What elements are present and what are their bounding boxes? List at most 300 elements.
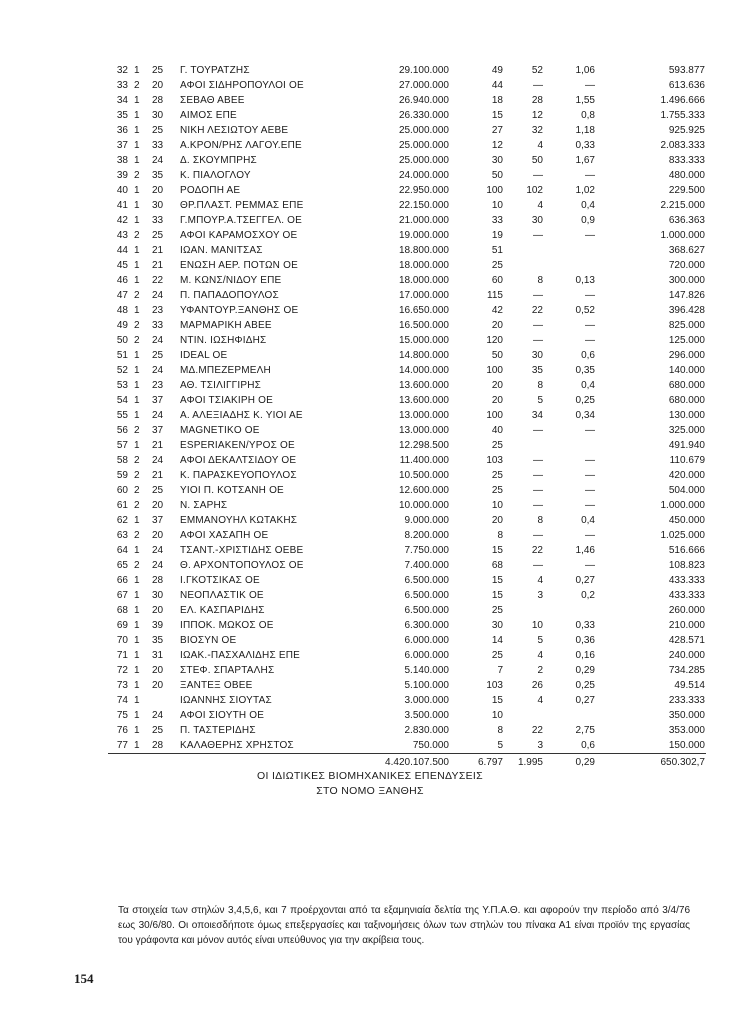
cell-ratio: 0,33 [575,140,595,151]
table-row [108,603,706,618]
cell-ratio: 0,2 [581,590,595,601]
table-row [108,408,706,423]
cell-investment: 11.400.000 [399,455,449,466]
cell-code: 25 [152,230,164,241]
cell-type: 1 [134,365,140,376]
table-row [108,438,706,453]
cell-investment: 16.500.000 [398,320,449,331]
cell-row-number: 41 [116,200,128,211]
cell-employees: 100 [486,365,503,376]
cell-figure: 2 [537,665,543,676]
cell-per-employee: 504.000 [668,485,705,496]
cell-type: 1 [134,380,140,391]
cell-company-name: ΡΟΔΟΠΗ ΑΕ [180,185,241,196]
cell-ratio: 0,6 [581,740,595,751]
cell-employees: 30 [491,620,503,631]
table-row [108,663,706,678]
cell-investment: 29.100.000 [398,65,449,76]
cell-ratio: 1,02 [575,185,595,196]
cell-row-number: 67 [116,590,128,601]
cell-row-number: 57 [116,440,128,451]
cell-row-number: 75 [116,710,128,721]
cell-type: 1 [134,140,140,151]
cell-type: 1 [134,260,140,271]
cell-row-number: 77 [116,740,128,751]
cell-company-name: ΜΔ.ΜΠΕΖΕΡΜΕΛΗ [180,365,271,376]
table-row [108,168,706,183]
cell-company-name: Ν. ΣΑΡΗΣ [180,500,228,511]
cell-row-number: 59 [116,470,128,481]
cell-company-name: Ι.ΓΚΟΤΣΙΚΑΣ ΟΕ [180,575,260,586]
cell-company-name: ΣΤΕΦ. ΣΠΑΡΤΑΛΗΣ [180,665,275,676]
cell-investment: 25.000.000 [398,125,449,136]
cell-employees: 50 [491,170,503,181]
cell-code: 24 [152,365,164,376]
table-row [108,678,706,693]
cell-employees: 33 [491,215,503,226]
table-row [108,528,706,543]
cell-per-employee: 210.000 [668,620,705,631]
cell-type: 1 [134,65,140,76]
cell-figure: 4 [537,575,543,586]
cell-company-name: ΑΘ. ΤΣΙΛΙΓΓΙΡΗΣ [180,380,262,391]
cell-ratio: 0,4 [581,200,595,211]
cell-company-name: IDEAL ΟΕ [180,350,228,361]
cell-company-name: ΑΦΟΙ ΤΣΙΑΚΙΡΗ ΟΕ [180,395,274,406]
cell-per-employee: 480.000 [668,170,705,181]
cell-code: 20 [152,530,164,541]
cell-code: 20 [152,185,164,196]
caption-line-1: ΟΙ ΙΔΙΩΤΙΚΕΣ ΒΙΟΜΗΧΑΝΙΚΕΣ ΕΠΕΝΔΥΣΕΙΣ [257,770,483,782]
cell-company-name: ΣΕΒΑΘ ΑΒΕΕ [180,95,245,106]
cell-investment: 9.000.000 [404,515,449,526]
cell-company-name: ΜΑΡΜΑΡΙΚΗ ΑΒΕΕ [180,320,272,331]
cell-investment: 6.000.000 [404,635,449,646]
table-row [108,498,706,513]
cell-company-name: ΙΩΑΝΝΗΣ ΣΙΟΥΤΑΣ [180,695,272,706]
cell-row-number: 60 [116,485,128,496]
cell-type: 1 [134,695,140,706]
cell-employees: 20 [491,380,503,391]
cell-employees: 8 [497,725,503,736]
cell-code: 20 [152,680,164,691]
cell-investment: 7.400.000 [404,560,449,571]
cell-type: 1 [134,305,140,316]
page-number: 154 [74,971,94,986]
cell-row-number: 58 [116,455,128,466]
cell-per-employee: 433.333 [668,590,705,601]
cell-code: 28 [152,740,164,751]
cell-code: 21 [152,260,164,271]
table-row [108,483,706,498]
cell-code: 39 [152,620,164,631]
table-row [108,228,706,243]
cell-ratio: 0,25 [575,680,595,691]
cell-employees: 20 [491,515,503,526]
cell-type: 2 [134,470,140,481]
cell-code: 24 [152,290,164,301]
cell-company-name: ΝΕΟΠΛΑΣΤΙΚ ΟΕ [180,590,264,601]
cell-type: 1 [134,125,140,136]
cell-investment: 5.140.000 [404,665,449,676]
table-row [108,648,706,663]
cell-company-name: ΒΙΟΣΥΝ ΟΕ [180,635,237,646]
cell-code: 23 [152,380,164,391]
cell-code: 24 [152,455,164,466]
cell-company-name: ΙΩΑΝ. ΜΑΝΙΤΣΑΣ [180,245,263,256]
cell-investment: 3.000.000 [404,695,449,706]
cell-type: 1 [134,620,140,631]
cell-code: 25 [152,65,164,76]
table-row [108,558,706,573]
cell-per-employee: 260.000 [668,605,705,616]
cell-per-employee: 420.000 [668,470,705,481]
total-per-employee: 650.302,7 [595,754,706,772]
cell-company-name: ΑΦΟΙ ΣΙΔΗΡΟΠΟΥΛΟΙ ΟΕ [180,80,304,91]
cell-code: 33 [152,140,164,151]
cell-company-name: ΝΤΙΝ. ΙΩΣΗΦΙΔΗΣ [180,335,267,346]
cell-company-name: ΑΦΟΙ ΚΑΡΑΜΟΣΧΟΥ ΟΕ [180,230,298,241]
cell-company-name: ΙΠΠΟΚ. ΜΩΚΟΣ ΟΕ [180,620,274,631]
cell-employees: 100 [486,185,503,196]
cell-figure: — [533,425,543,436]
cell-company-name: Θ. ΑΡΧΟΝΤΟΠΟΥΛΟΣ ΟΕ [180,560,304,571]
table-row [108,738,706,754]
cell-figure: 30 [531,350,543,361]
cell-row-number: 71 [116,650,128,661]
cell-investment: 6.500.000 [404,605,449,616]
cell-per-employee: 240.000 [668,650,705,661]
cell-employees: 100 [486,410,503,421]
cell-figure: 34 [531,410,543,421]
cell-per-employee: 396.428 [668,305,705,316]
cell-employees: 49 [491,65,503,76]
cell-row-number: 64 [116,545,128,556]
cell-type: 2 [134,425,140,436]
cell-figure: 4 [537,650,543,661]
cell-employees: 25 [491,440,503,451]
cell-per-employee: 428.571 [668,635,705,646]
cell-row-number: 51 [116,350,128,361]
cell-type: 1 [134,95,140,106]
table-row [108,288,706,303]
cell-code: 20 [152,605,164,616]
cell-company-name: ΑΙΜΟΣ ΕΠΕ [180,110,237,121]
cell-employees: 10 [491,200,503,211]
table-row [108,123,706,138]
table-row [108,693,706,708]
cell-employees: 20 [491,395,503,406]
cell-figure: — [533,560,543,571]
cell-per-employee: 833.333 [668,155,705,166]
cell-investment: 10.000.000 [398,500,449,511]
cell-per-employee: 1.025.000 [660,530,705,541]
cell-type: 2 [134,500,140,511]
cell-investment: 22.950.000 [398,185,449,196]
cell-employees: 12 [491,140,503,151]
cell-employees: 25 [491,605,503,616]
investment-table-container [108,63,706,771]
cell-investment: 2.830.000 [404,725,449,736]
cell-company-name: ΝΙΚΗ ΛΕΣΙΩΤΟΥ ΑΕΒΕ [180,125,289,136]
cell-figure: 22 [531,545,543,556]
table-row [108,78,706,93]
cell-figure: 4 [537,200,543,211]
cell-figure: 4 [537,140,543,151]
table-row [108,243,706,258]
cell-ratio [543,603,595,618]
table-row [108,138,706,153]
cell-figure: 4 [537,695,543,706]
cell-row-number: 66 [116,575,128,586]
cell-type: 1 [134,275,140,286]
table-row [108,363,706,378]
cell-row-number: 68 [116,605,128,616]
cell-per-employee: 125.000 [668,335,705,346]
cell-per-employee: 491.940 [668,440,705,451]
cell-per-employee: 825.000 [668,320,705,331]
cell-investment: 25.000.000 [398,155,449,166]
cell-company-name: Α. ΑΛΕΞΙΑΔΗΣ Κ. ΥΙΟΙ ΑΕ [180,410,303,421]
cell-figure: 8 [537,275,543,286]
cell-investment: 750.000 [412,740,449,751]
cell-company-name: ΘΡ.ΠΛΑΣΤ. ΡΕΜΜΑΣ ΕΠΕ [180,200,304,211]
table-row [108,543,706,558]
cell-company-name: Κ. ΠΑΡΑΣΚΕΥΟΠΟΥΛΟΣ [180,470,297,481]
cell-row-number: 32 [116,65,128,76]
cell-per-employee: 1.000.000 [660,500,705,511]
table-row [108,708,706,723]
cell-figure: — [533,470,543,481]
cell-row-number: 49 [116,320,128,331]
cell-type: 2 [134,560,140,571]
table-row [108,153,706,168]
cell-employees: 120 [486,335,503,346]
cell-company-name: ΞΑΝΤΕΞ ΟΒΕΕ [180,680,253,691]
cell-code: 31 [152,650,164,661]
cell-company-name: MAGNETIKO ΟΕ [180,425,260,436]
cell-per-employee: 140.000 [668,365,705,376]
cell-per-employee: 108.823 [668,560,705,571]
cell-investment: 13.000.000 [398,425,449,436]
cell-type: 1 [134,200,140,211]
cell-figure [503,708,543,723]
cell-company-name: Μ. ΚΩΝΣ/ΝΙΔΟΥ ΕΠΕ [180,275,282,286]
cell-type: 1 [134,710,140,721]
table-row [108,453,706,468]
table-row [108,348,706,363]
investment-table [108,63,706,771]
table-row [108,588,706,603]
table-row [108,423,706,438]
cell-ratio: 1,46 [575,545,595,556]
cell-ratio: 0,35 [575,365,595,376]
table-row [108,303,706,318]
cell-per-employee: 110.679 [669,455,705,466]
cell-employees: 18 [491,95,503,106]
cell-type: 1 [134,440,140,451]
cell-ratio: 0,25 [575,395,595,406]
cell-row-number: 45 [116,260,128,271]
cell-ratio [543,708,595,723]
cell-investment: 13.600.000 [398,380,449,391]
cell-per-employee: 233.333 [668,695,705,706]
cell-investment: 26.940.000 [398,95,449,106]
cell-row-number: 76 [116,725,128,736]
cell-row-number: 65 [116,560,128,571]
cell-code: 24 [152,410,164,421]
cell-figure: 52 [531,65,543,76]
cell-code: 37 [152,515,164,526]
cell-code: 30 [152,590,164,601]
cell-per-employee: 593.877 [668,65,705,76]
cell-type: 2 [134,290,140,301]
cell-code: 35 [152,170,164,181]
cell-row-number: 56 [116,425,128,436]
cell-employees: 30 [491,155,503,166]
cell-per-employee: 680.000 [668,395,705,406]
cell-company-name: ΥΙΟΙ Π. ΚΟΤΣΑΝΗ ΟΕ [180,485,284,496]
table-row [108,618,706,633]
cell-figure: — [533,230,543,241]
cell-investment: 7.750.000 [404,545,449,556]
cell-ratio: 0,8 [581,110,595,121]
cell-investment: 12.298.500 [398,440,449,451]
cell-investment: 17.000.000 [398,290,449,301]
cell-row-number: 72 [116,665,128,676]
cell-figure: 8 [537,515,543,526]
cell-per-employee: 350.000 [668,710,705,721]
table-row [108,93,706,108]
cell-per-employee: 300.000 [668,275,705,286]
cell-code: 25 [152,350,164,361]
table-body [108,63,706,771]
cell-code: 28 [152,95,164,106]
cell-ratio: 0,27 [575,695,595,706]
cell-per-employee: 433.333 [668,575,705,586]
cell-employees: 115 [487,290,503,301]
cell-investment: 5.100.000 [404,680,449,691]
cell-employees: 25 [491,470,503,481]
cell-figure: 30 [531,215,543,226]
cell-code: 24 [152,710,164,721]
cell-code: 30 [152,200,164,211]
cell-per-employee: 1.000.000 [660,230,705,241]
cell-per-employee: 613.636 [668,80,705,91]
cell-ratio [543,258,595,273]
cell-type: 1 [134,350,140,361]
cell-ratio: — [585,485,595,496]
total-investment: 4.420.107.500 [364,754,449,772]
cell-investment: 6.300.000 [404,620,449,631]
cell-ratio: 0,34 [575,410,595,421]
cell-figure: — [533,80,543,91]
cell-employees: 15 [491,545,503,556]
cell-ratio: — [585,560,595,571]
cell-figure: — [533,290,543,301]
cell-row-number: 74 [116,695,128,706]
cell-code: 33 [152,215,164,226]
cell-per-employee: 734.285 [668,665,705,676]
table-row [108,723,706,738]
cell-investment: 24.000.000 [398,170,449,181]
table-row [108,378,706,393]
cell-investment: 6.000.000 [404,650,449,661]
table-row [108,108,706,123]
cell-figure: 3 [537,590,543,601]
cell-row-number: 73 [116,680,128,691]
cell-per-employee: 296.000 [668,350,705,361]
table-row [108,273,706,288]
cell-code: 21 [152,245,164,256]
cell-figure: 28 [531,95,543,106]
cell-code: 20 [152,665,164,676]
cell-ratio: 0,33 [575,620,595,631]
table-row [108,213,706,228]
cell-ratio [543,438,595,453]
cell-type: 1 [134,410,140,421]
cell-company-name: Γ.ΜΠΟΥΡ.Α.ΤΣΕΓΓΕΛ. ΟΕ [180,215,303,226]
cell-figure [503,258,543,273]
cell-ratio: 0,52 [575,305,595,316]
cell-type: 1 [134,185,140,196]
cell-investment: 14.800.000 [398,350,449,361]
cell-row-number: 37 [116,140,128,151]
cell-code: 37 [152,395,164,406]
cell-ratio: 2,75 [575,725,595,736]
cell-employees: 25 [491,650,503,661]
cell-code: 23 [152,305,164,316]
cell-figure [503,243,543,258]
cell-code: 24 [152,155,164,166]
cell-type: 2 [134,530,140,541]
cell-employees: 5 [497,740,503,751]
cell-row-number: 40 [116,185,128,196]
cell-ratio: — [585,500,595,511]
cell-ratio: 0,27 [575,575,595,586]
cell-ratio: — [585,470,595,481]
cell-type: 1 [134,725,140,736]
cell-code: 25 [152,485,164,496]
cell-company-name: ΑΦΟΙ ΣΙΟΥΤΗ ΟΕ [180,710,265,721]
table-caption [0,769,740,799]
cell-company-name: Π. ΤΑΣΤΕΡΙΔΗΣ [180,725,256,736]
cell-row-number: 48 [116,305,128,316]
cell-type: 1 [134,395,140,406]
cell-figure: 102 [526,185,543,196]
cell-per-employee: 720.000 [668,260,705,271]
table-row [108,183,706,198]
cell-row-number: 46 [116,275,128,286]
cell-ratio: 0,4 [581,515,595,526]
cell-company-name: Α.ΚΡΟΝ/ΡΗΣ ΛΑΓΟΥ.ΕΠΕ [180,140,302,151]
cell-row-number: 69 [116,620,128,631]
cell-company-name: Κ. ΠΙΑΛΟΓΛΟΥ [180,170,251,181]
cell-company-name: ΙΩΑΚ.-ΠΑΣΧΑΛΙΔΗΣ ΕΠΕ [180,650,300,661]
cell-figure: — [533,335,543,346]
cell-type: 2 [134,170,140,181]
cell-type: 1 [134,650,140,661]
cell-figure: 5 [537,395,543,406]
cell-ratio: 0,29 [575,665,595,676]
cell-per-employee: 49.514 [674,680,705,691]
cell-figure [503,603,543,618]
cell-ratio [543,243,595,258]
cell-code: 35 [152,635,164,646]
cell-row-number: 55 [116,410,128,421]
cell-row-number: 42 [116,215,128,226]
cell-type: 2 [134,80,140,91]
